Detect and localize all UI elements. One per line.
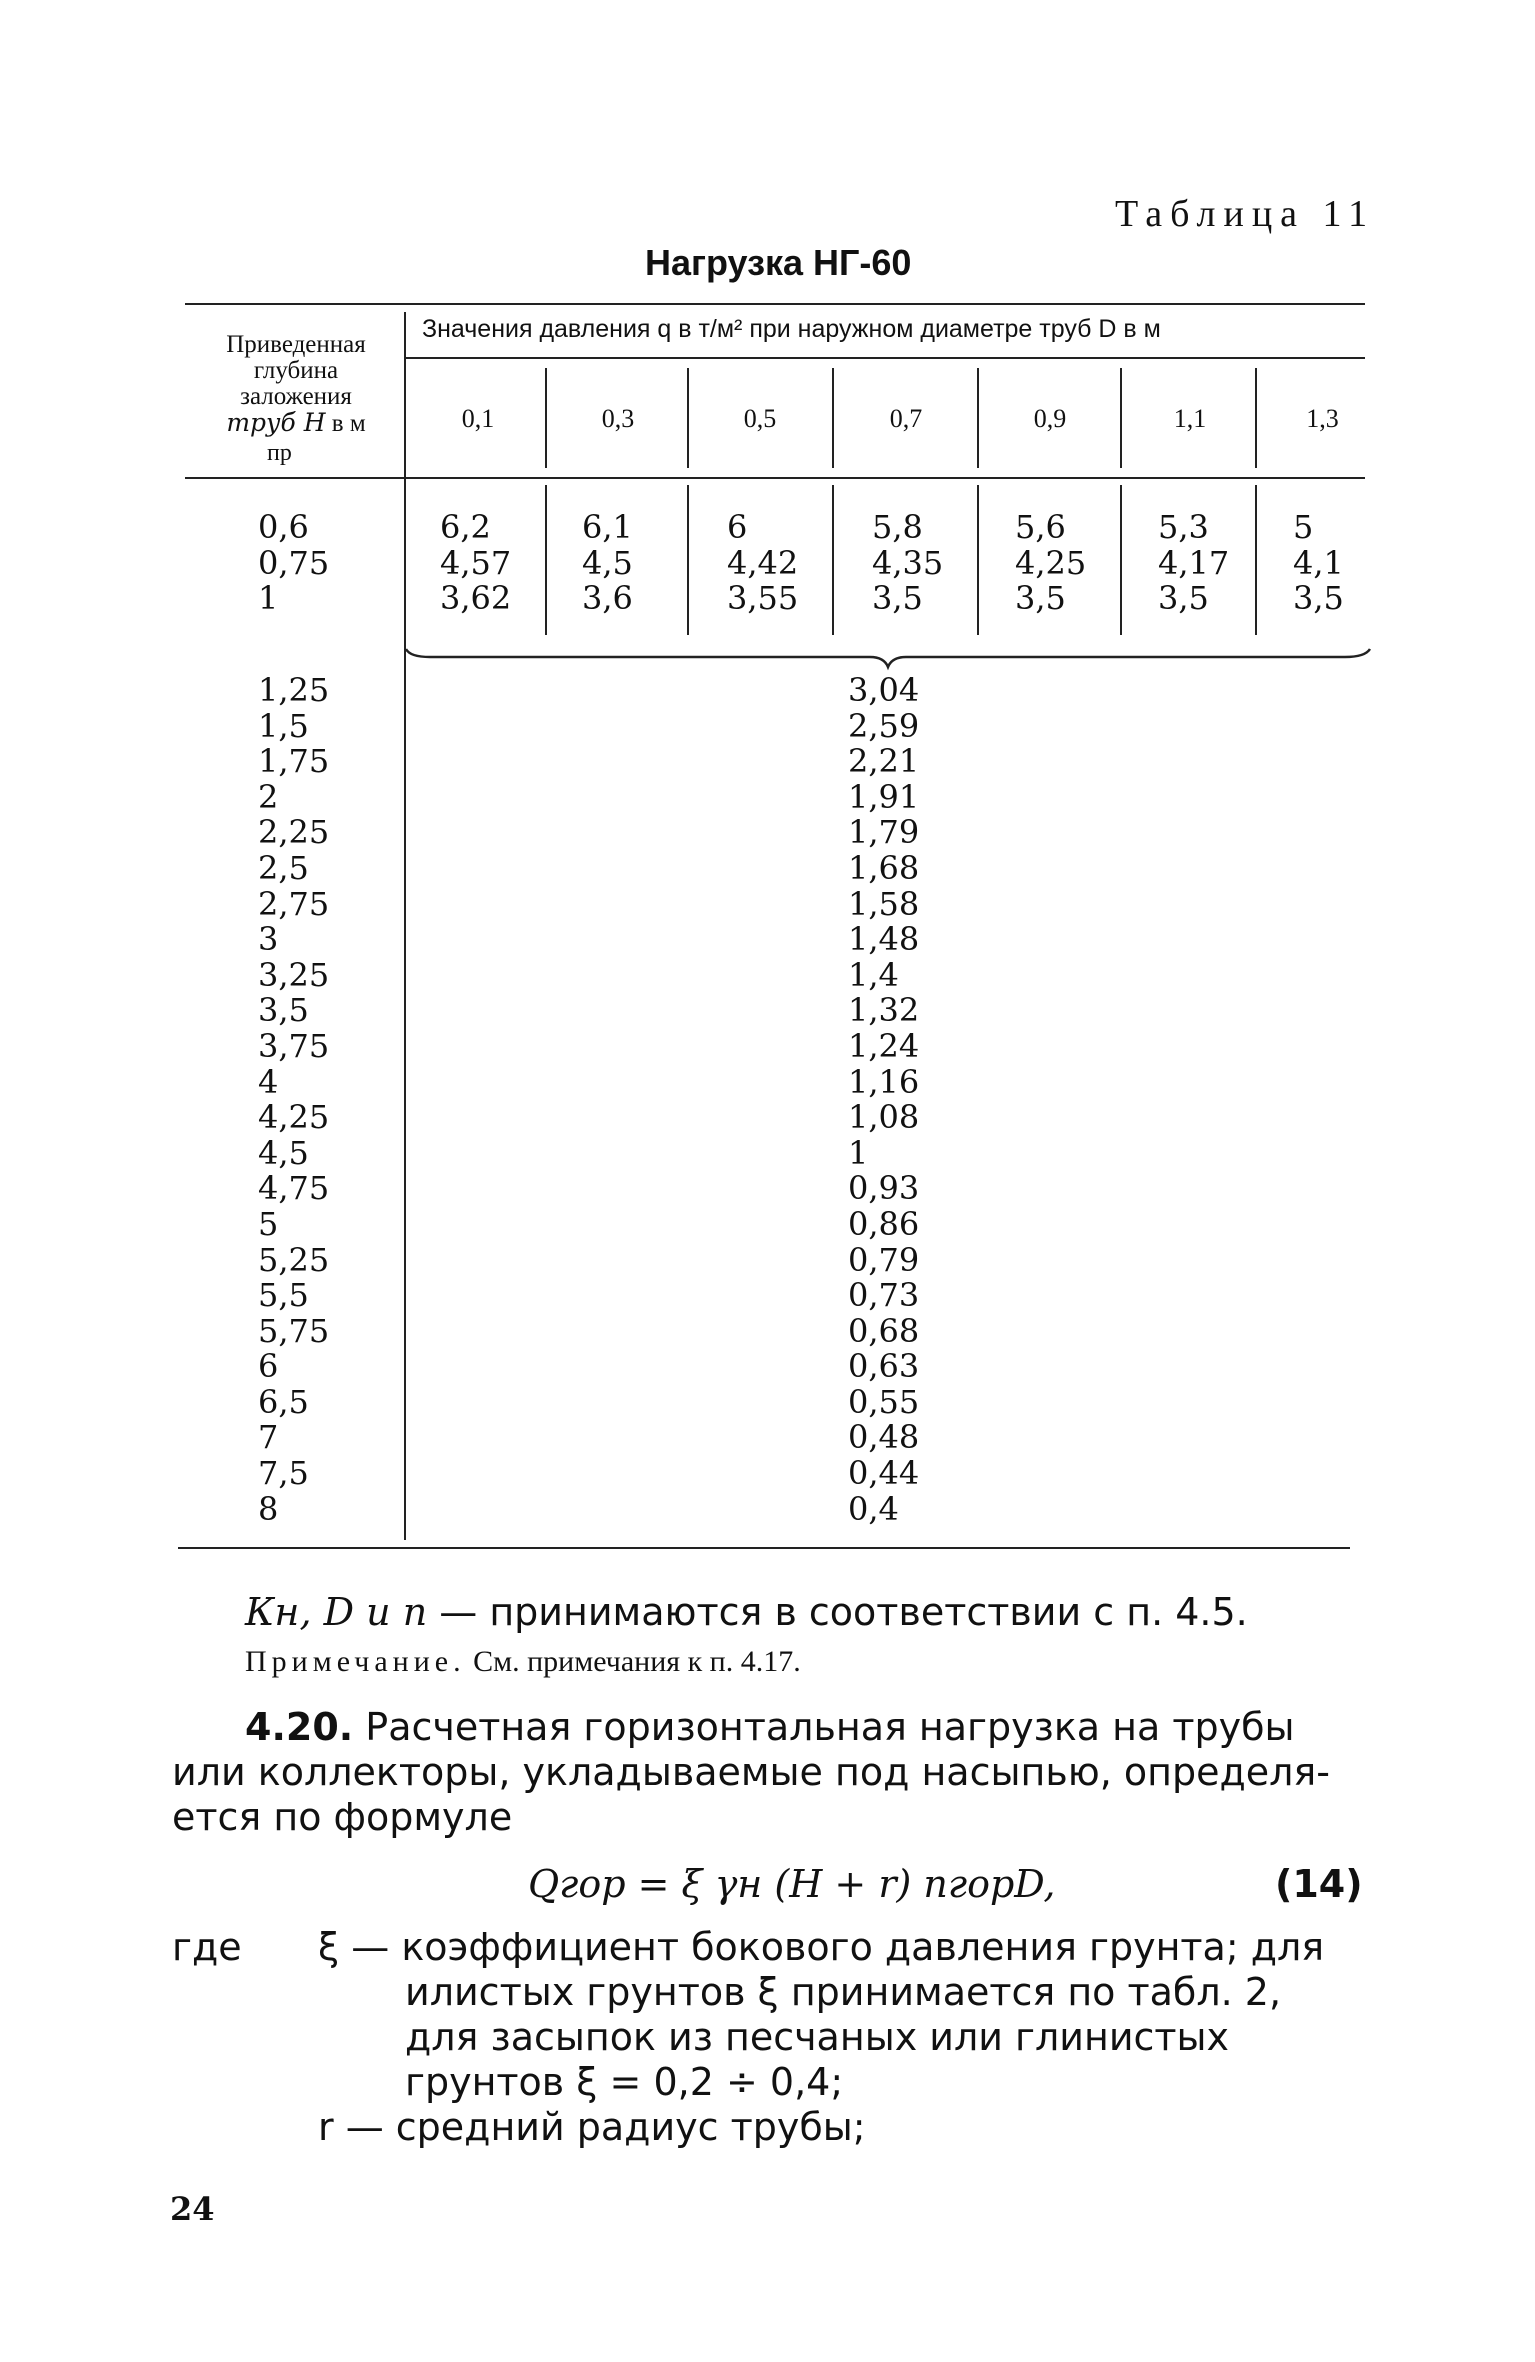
table-cell: 5 [1293, 508, 1314, 546]
paragraph-line: или коллекторы, укладываемые под насыпью, определя- [172, 1750, 1330, 1794]
depth-value: 3 [258, 920, 279, 959]
table-cell: 2,59 [848, 706, 920, 745]
stub-header-line: труб Н в м [226, 408, 366, 437]
table-cell: 5,6 [1015, 508, 1066, 546]
table-cell: 4,1 [1293, 543, 1344, 582]
col-divider [832, 368, 834, 468]
kn-symbols: Кн, D и n [245, 1590, 428, 1634]
table-cell: 3,04 [848, 671, 920, 709]
paragraph-number: 4.20. [245, 1705, 354, 1749]
table-cell: 4,42 [727, 543, 799, 582]
col-divider [1120, 485, 1122, 635]
table-cell: 3,5 [872, 579, 923, 618]
table-top-rule [185, 303, 1365, 305]
diameter-header: 0,3 [601, 404, 635, 433]
depth-value: 6 [258, 1347, 279, 1386]
depth-value: 0,75 [258, 543, 330, 582]
value-column-d09 [1015, 510, 1086, 617]
depth-value: 4,25 [258, 1098, 330, 1137]
depth-column-bottom [258, 673, 329, 1527]
value-column-d03 [582, 510, 633, 617]
stub-header-line: заложения [240, 383, 352, 410]
stub-header [196, 332, 396, 437]
depth-value: 7,5 [258, 1454, 309, 1493]
formula-number: (14) [1275, 1862, 1363, 1906]
table-cell: 1,79 [848, 813, 920, 852]
depth-column-top [258, 510, 329, 617]
formula: Qгор = ξ γн (H + r) nгорD, [528, 1862, 1056, 1906]
col-divider [1255, 485, 1257, 635]
col-divider [545, 485, 547, 635]
table-cell: 3,5 [1015, 579, 1066, 618]
table-cell: 0,63 [848, 1347, 920, 1386]
xi-definition: илистых грунтов ξ принимается по табл. 2, [405, 1970, 1282, 2014]
table-cell: 1 [848, 1133, 869, 1172]
table-cell: 6,1 [582, 508, 633, 546]
paragraph-line: ется по формуле [172, 1795, 513, 1839]
table-title: Нагрузка НГ-60 [645, 242, 912, 283]
table-cell: 4,17 [1158, 543, 1230, 582]
value-column-d11 [1158, 510, 1229, 617]
table-cell: 4,25 [1015, 543, 1087, 582]
table-cell: 0,79 [848, 1240, 920, 1279]
depth-value: 5 [258, 1204, 279, 1243]
table-cell: 0,93 [848, 1169, 920, 1208]
table-cell: 4,5 [582, 543, 633, 582]
xi-definition: ξ — коэффициент бокового давления грунта; для [318, 1925, 1325, 1969]
table-cell: 6 [727, 508, 748, 546]
diameter-header: 1,3 [1306, 404, 1339, 433]
kn-description: — принимаются в соответствии с п. 4.5. [427, 1590, 1248, 1634]
table-cell: 3,5 [1293, 579, 1344, 618]
note-line [245, 1645, 801, 1679]
col-divider [687, 485, 689, 635]
depth-value: 3,25 [258, 955, 330, 994]
table-cell: 1,24 [848, 1026, 920, 1065]
value-column-merged [848, 673, 919, 1527]
note-label: Примечание. [245, 1645, 466, 1678]
value-column-d13 [1293, 510, 1344, 617]
table-cell: 0,4 [848, 1489, 899, 1528]
value-column-d07 [872, 510, 943, 617]
diameter-header: 0,1 [461, 404, 495, 433]
table-bottom-rule [178, 1547, 1350, 1549]
stub-header-subscript: пр [267, 440, 292, 466]
depth-value: 6,5 [258, 1382, 309, 1421]
paragraph-text: Расчетная горизонтальная нагрузка на трубы [353, 1705, 1295, 1749]
depth-value: 7 [258, 1418, 279, 1457]
table-cell: 5,3 [1158, 508, 1209, 546]
table-cell: 1,32 [848, 991, 920, 1030]
note-text: См. примечания к п. 4.17. [465, 1645, 801, 1678]
table-cell: 2,21 [848, 742, 920, 781]
table-cell: 1,48 [848, 920, 920, 959]
depth-value: 1,75 [258, 742, 330, 781]
table-cell: 6,2 [440, 508, 491, 546]
xi-definition: для засыпок из песчаных или глинистых [405, 2015, 1230, 2059]
stub-header-line: Приведенная [226, 331, 366, 358]
table-cell: 1,4 [848, 955, 899, 994]
depth-value: 5,5 [258, 1276, 309, 1315]
depth-value: 1,25 [258, 671, 330, 709]
diameter-header: 0,7 [889, 404, 923, 433]
table-cell: 0,44 [848, 1454, 920, 1493]
table-caption: Таблица 11 [1115, 193, 1376, 235]
stub-header-line: глубина [253, 357, 339, 384]
depth-value: 3,75 [258, 1026, 330, 1065]
depth-value: 5,75 [258, 1311, 330, 1350]
page-number: 24 [170, 2190, 215, 2228]
table-cell: 5,8 [872, 508, 923, 546]
depth-value: 2,5 [258, 848, 309, 887]
depth-value: 3,5 [258, 991, 309, 1030]
depth-value: 2,25 [258, 813, 330, 852]
diameter-header: 0,9 [1033, 404, 1067, 433]
depth-value: 1,5 [258, 706, 309, 745]
stub-divider [404, 312, 406, 1540]
table-cell: 0,55 [848, 1382, 920, 1421]
table-cell: 0,86 [848, 1204, 920, 1243]
table-cell: 1,68 [848, 848, 920, 887]
value-column-d01 [440, 510, 511, 617]
table-cell: 4,57 [440, 543, 512, 582]
r-definition: r — средний радиус трубы; [318, 2105, 866, 2149]
col-divider [977, 368, 979, 468]
table-cell: 1,08 [848, 1098, 920, 1137]
diameter-header: 1,1 [1173, 404, 1207, 433]
header-bottom-rule [185, 477, 1365, 479]
depth-value: 4,75 [258, 1169, 330, 1208]
table-cell: 0,48 [848, 1418, 920, 1457]
col-divider [977, 485, 979, 635]
depth-value: 2,75 [258, 884, 330, 923]
table-cell: 3,55 [727, 579, 799, 618]
value-column-d05 [727, 510, 798, 617]
col-divider [832, 485, 834, 635]
depth-value: 4,5 [258, 1133, 309, 1172]
table-cell: 1,91 [848, 777, 920, 816]
table-cell: 1,58 [848, 884, 920, 923]
table-cell: 4,35 [872, 543, 944, 582]
column-group-header: Значения давления q в т/м² при наружном диаметре труб D в м [422, 315, 1161, 343]
diameter-header: 0,5 [743, 404, 777, 433]
group-header-rule [405, 357, 1365, 359]
depth-value: 1 [258, 579, 279, 618]
kn-line [245, 1590, 1248, 1634]
depth-value: 5,25 [258, 1240, 330, 1279]
table-cell: 3,5 [1158, 579, 1209, 618]
depth-value: 4 [258, 1062, 279, 1101]
table-cell: 0,68 [848, 1311, 920, 1350]
depth-value: 8 [258, 1489, 279, 1528]
table-cell: 0,73 [848, 1276, 920, 1315]
depth-value: 2 [258, 777, 279, 816]
depth-value: 0,6 [258, 508, 309, 546]
where-label: где [172, 1925, 242, 1969]
table-cell: 3,62 [440, 579, 512, 618]
table-cell: 3,6 [582, 579, 633, 618]
xi-definition: грунтов ξ = 0,2 ÷ 0,4; [405, 2060, 844, 2104]
paragraph-line [245, 1705, 1295, 1749]
table-cell: 1,16 [848, 1062, 920, 1101]
